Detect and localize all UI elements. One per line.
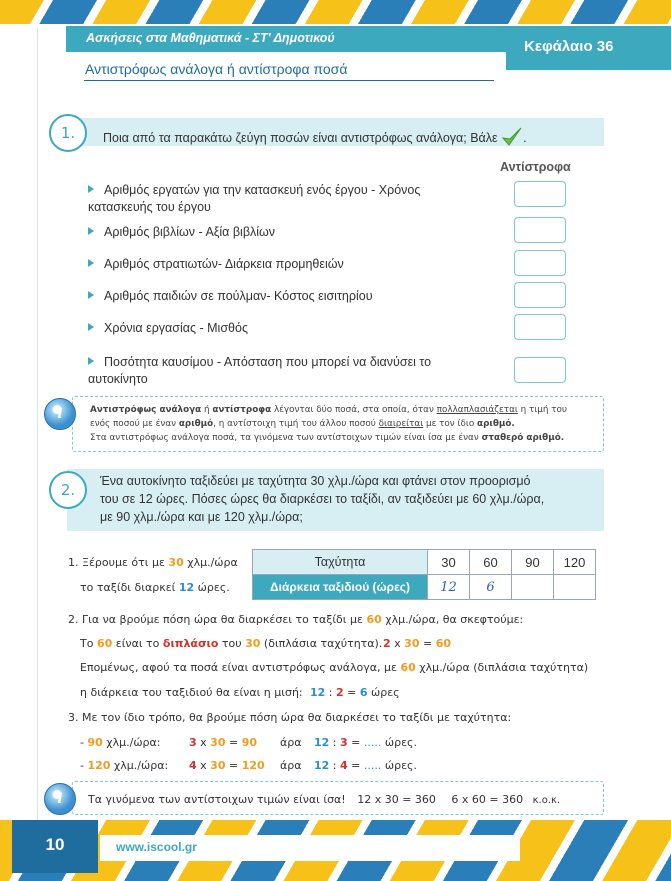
step-3-row-1-ara: άρα: [280, 736, 302, 749]
step-1-line-2: το ταξίδι διαρκεί 12 ώρες.: [80, 581, 230, 594]
bullet-arrow-icon: [88, 185, 94, 193]
answer-checkbox[interactable]: [514, 357, 566, 383]
bullet-arrow-icon: [88, 323, 94, 331]
checkmark-icon: [501, 126, 523, 148]
page-frame-line: [37, 28, 38, 838]
inverse-column-header: Αντίστροφα: [500, 160, 571, 174]
products-info-text: Τα γινόμενα των αντίστοιχων τιμών είναι ίσα! 12 x 30 = 360 6 x 60 = 360 κ.ο.κ.: [88, 793, 561, 806]
table-cell[interactable]: 12: [428, 575, 470, 600]
table-row: [253, 575, 596, 600]
step-2-equation: 2 x 30 = 60: [383, 637, 452, 650]
page-number: 10: [45, 835, 65, 854]
lesson-title: Αντιστρόφως ανάλογα ή αντίστροφα ποσά: [85, 61, 348, 77]
chapter-label: Κεφάλαιο 36: [524, 38, 614, 55]
exercise-1-number: 1.: [49, 114, 87, 152]
table-cell: 120: [554, 550, 596, 575]
bullet-arrow-icon: [88, 227, 94, 235]
chapter-box: [506, 26, 671, 70]
step-2-line-3: η διάρκεια του ταξιδιού θα είναι η μισή:: [80, 686, 303, 699]
table-cell: 60: [470, 550, 512, 575]
list-item: Αριθμός εργατών για την κατασκευή ενός έργου - Χρόνος κατασκευής του έργου: [88, 183, 421, 214]
list-item: Χρόνια εργασίας - Μισθός: [88, 320, 473, 337]
bullet-arrow-icon: [88, 291, 94, 299]
step-3-row-2-calc: 4 x 30 = 120: [189, 759, 265, 772]
table-cell: 90: [512, 550, 554, 575]
step-2-line-1: Το 60 είναι το διπλάσιο του 30 (διπλάσια ταχύτητα).: [80, 637, 383, 650]
answer-checkbox[interactable]: [514, 314, 566, 340]
step-2-line-2: Επομένως, αφού τα ποσά είναι αντιστρόφως ανάλογα, με 60 χλμ./ώρα (διπλάσια ταχύτητα): [80, 661, 589, 674]
answer-checkbox[interactable]: [514, 282, 566, 308]
info-icon: i: [44, 783, 76, 815]
step-1-line-1: 1. Ξέρουμε ότι με 30 χλμ./ώρα: [68, 556, 238, 569]
exercise-2-number: 2.: [49, 471, 87, 509]
step-2-result: 12 : 2 = 6 ώρες: [310, 686, 400, 699]
table-row: [253, 550, 596, 575]
exercise-2-prompt: Ένα αυτοκίνητο ταξιδεύει με ταχύτητα 30 χλμ./ώρα και φτάνει στον προορισμό του σε 12 ώρες. Πόσες ώρες θα διαρκέσει το ταξίδι, αν ταξιδεύει με 60 χλμ./ώρα, με 90 χλμ./ώρα και με 120 χλμ./ώρα;: [100, 474, 545, 524]
step-2-title: 2. Για να βρούμε πόση ώρα θα διαρκέσει το ταξίδι με 60 χλμ./ώρα, θα σκεφτούμε:: [68, 613, 524, 626]
step-3-title: 3. Με τον ίδιο τρόπο, θα βρούμε πόση ώρα θα διαρκέσει το ταξίδι με ταχύτητα:: [68, 711, 512, 724]
info-icon: i: [44, 398, 76, 430]
top-decorative-band: [0, 0, 671, 24]
exercise-1-prompt: Ποια από τα παρακάτω ζεύγη ποσών είναι αντιστρόφως ανάλογα; Βάλε .: [103, 126, 527, 148]
step-3-row-1-speed: - 90 χλμ./ώρα:: [80, 736, 161, 749]
table-row-label: Διάρκεια ταξιδιού (ώρες): [253, 575, 428, 600]
answer-checkbox[interactable]: [514, 181, 566, 207]
answer-checkbox[interactable]: [514, 217, 566, 243]
step-3-row-1-calc: 3 x 30 = 90: [189, 736, 258, 749]
lesson-title-underline: [84, 80, 494, 81]
list-item: Αριθμός παιδιών σε πούλμαν- Κόστος εισιτηρίου: [88, 288, 473, 305]
definition-text: Αντιστρόφως ανάλογα ή αντίστροφα λέγονται δύο ποσά, στα οποία, όταν πολλαπλασιάζεται η τιμή του ενός ποσού με έναν αριθμό, η αντίστοιχη τιμή του άλλου ποσού διαιρείται με τον ίδιο αριθμό. Στα αντιστρόφως ανάλογα ποσά, τα γινόμενα των αντίστοιχων τιμών είναι ίσα με έναν σταθερό αριθμό.: [90, 405, 568, 443]
list-item: Ποσότητα καυσίμου - Απόσταση που μπορεί να διανύσει το αυτοκίνητο: [88, 355, 432, 386]
answer-blank[interactable]: .....: [363, 759, 382, 772]
speed-duration-table: [252, 549, 596, 600]
table-cell: 30: [428, 550, 470, 575]
list-item: Αριθμός βιβλίων - Αξία βιβλίων: [88, 224, 473, 241]
answer-blank[interactable]: .....: [363, 736, 382, 749]
step-3-row-2-result: 12 : 4 = ..... ώρες.: [314, 759, 417, 772]
table-row-label: Ταχύτητα: [253, 550, 428, 575]
table-cell[interactable]: [512, 575, 554, 600]
bullet-arrow-icon: [88, 259, 94, 267]
table-cell[interactable]: 6: [470, 575, 512, 600]
table-cell[interactable]: [554, 575, 596, 600]
bullet-arrow-icon: [88, 357, 94, 365]
step-3-row-2-ara: άρα: [280, 759, 302, 772]
step-3-row-2-speed: - 120 χλμ./ώρα:: [80, 759, 169, 772]
list-item: Αριθμός στρατιωτών- Διάρκεια προμηθειών: [88, 256, 473, 273]
answer-checkbox[interactable]: [514, 250, 566, 276]
step-3-row-1-result: 12 : 3 = ..... ώρες.: [314, 736, 417, 749]
book-subtitle: Ασκήσεις στα Μαθηματικά - ΣΤ' Δημοτικού: [86, 31, 335, 45]
website-link[interactable]: www.iscool.gr: [116, 840, 197, 854]
